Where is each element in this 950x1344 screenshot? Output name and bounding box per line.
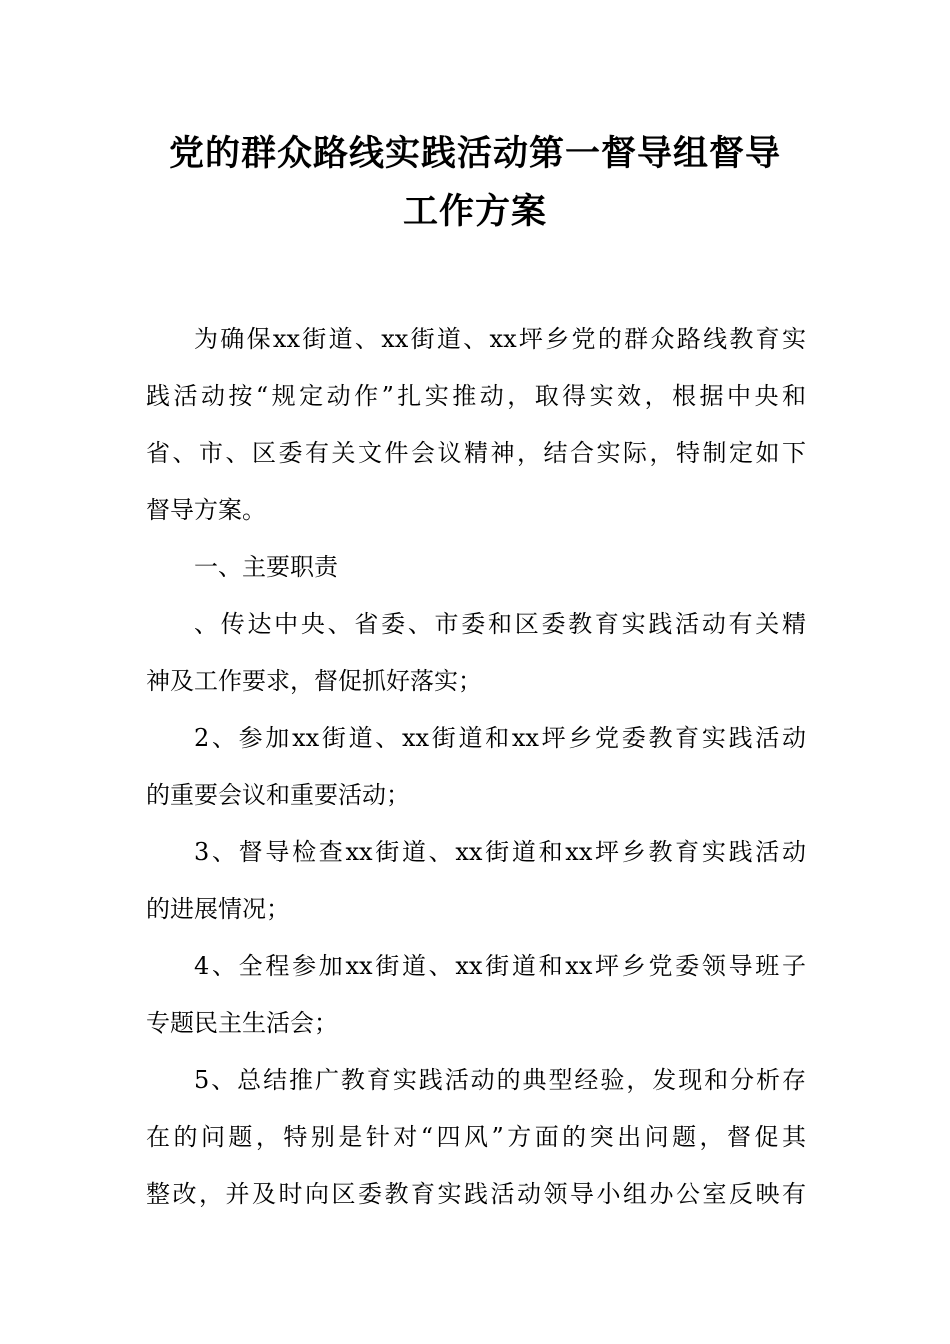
list-item-line: 在的问题，特别是针对“四风”方面的突出问题，督促其 — [146, 1123, 806, 1151]
paragraph-line: 督导方案。 — [146, 496, 266, 524]
list-item-line: 的重要会议和重要活动； — [146, 781, 410, 809]
list-item-line: 的进展情况； — [146, 895, 290, 923]
list-item-line: 5、总结推广教育实践活动的典型经验，发现和分析存 — [194, 1066, 806, 1094]
list-item-line: 专题民主生活会； — [146, 1009, 338, 1037]
section-heading: 一、主要职责 — [194, 553, 338, 581]
paragraph-line: 省、市、区委有关文件会议精神，结合实际，特制定如下 — [146, 439, 806, 467]
list-item-line: 2、参加xx街道、xx街道和xx坪乡党委教育实践活动 — [194, 724, 806, 752]
list-item-line: 整改，并及时向区委教育实践活动领导小组办公室反映有 — [146, 1180, 806, 1208]
list-item-line: 神及工作要求，督促抓好落实； — [146, 667, 482, 695]
list-item-line: 、传达中央、省委、市委和区委教育实践活动有关精 — [194, 610, 806, 638]
list-item-line: 3、督导检查xx街道、xx街道和xx坪乡教育实践活动 — [194, 838, 806, 866]
paragraph-line: 践活动按“规定动作”扎实推动，取得实效，根据中央和 — [146, 382, 806, 410]
document-title-line-2: 工作方案 — [402, 192, 547, 232]
paragraph-line: 为确保xx街道、xx街道、xx坪乡党的群众路线教育实 — [194, 325, 806, 353]
list-item-line: 4、全程参加xx街道、xx街道和xx坪乡党委领导班子 — [194, 952, 806, 980]
document-title-line-1: 党的群众路线实践活动第一督导组督导 — [168, 134, 781, 174]
